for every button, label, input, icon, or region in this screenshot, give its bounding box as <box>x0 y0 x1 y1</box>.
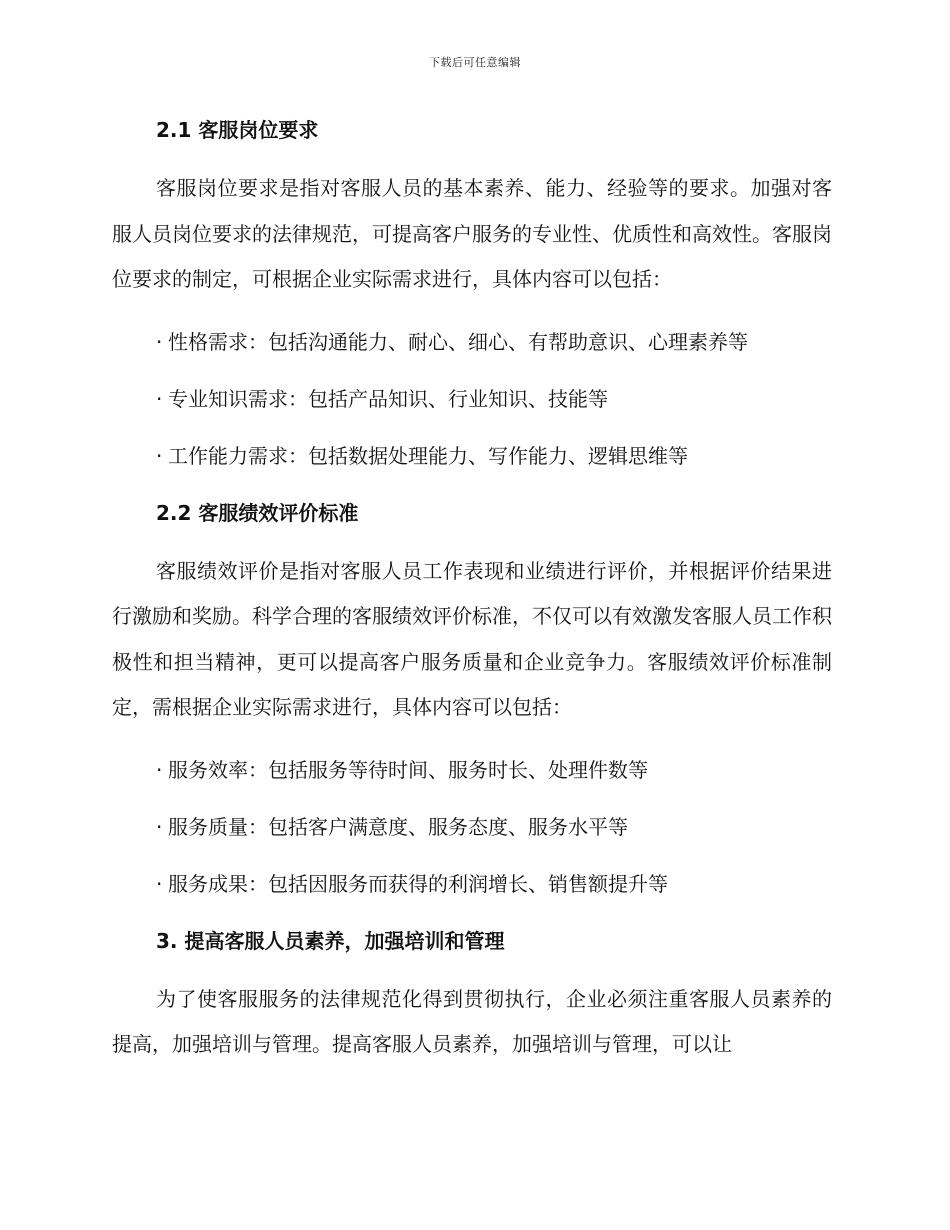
document-body <box>112 110 832 1068</box>
bullet-dot: · <box>156 329 163 354</box>
bullet-text: 性格需求：包括沟通能力、耐心、细心、有帮助意识、心理素养等 <box>168 329 748 354</box>
bullet-item <box>112 807 832 847</box>
section-heading-3: 3. 提高客服人员素养，加强培训和管理 <box>156 928 505 953</box>
bullet-text: 服务质量：包括客户满意度、服务态度、服务水平等 <box>168 814 628 839</box>
bullet-text: 服务效率：包括服务等待时间、服务时长、处理件数等 <box>168 757 648 782</box>
section-heading-2-1: 2.1 客服岗位要求 <box>156 118 319 142</box>
bullet-item <box>112 322 832 362</box>
bullet-item <box>112 864 832 904</box>
bullet-dot: · <box>156 757 163 782</box>
bullet-text: 专业知识需求：包括产品知识、行业知识、技能等 <box>168 386 608 411</box>
bullet-item <box>112 436 832 476</box>
bullet-item <box>112 379 832 419</box>
bullet-dot: · <box>156 386 163 411</box>
bullet-text: 服务成果：包括因服务而获得的利润增长、销售额提升等 <box>168 871 668 896</box>
section-paragraph-2-1: 客服岗位要求是指对客服人员的基本素养、能力、经验等的要求。加强对客服人员岗位要求的法律规范，可提高客户服务的专业性、优质性和高效性。客服岗位要求的制定，可根据企业实际需求进行，具体内容可以包括： <box>112 176 832 291</box>
bullet-item <box>112 750 832 790</box>
section-heading-2-2: 2.2 客服绩效评价标准 <box>156 500 359 525</box>
section-paragraph-2-2: 客服绩效评价是指对客服人员工作表现和业绩进行评价，并根据评价结果进行激励和奖励。科学合理的客服绩效评价标准，不仅可以有效激发客服人员工作积极性和担当精神，更可以提高客户服务质量和企业竞争力。客服绩效评价标准制定，需根据企业实际需求进行，具体内容可以包括： <box>112 558 832 719</box>
bullet-dot: · <box>156 443 163 468</box>
bullet-dot: · <box>156 871 163 896</box>
page-header: 下载后可任意编辑 <box>429 56 521 69</box>
bullet-text: 工作能力需求：包括数据处理能力、写作能力、逻辑思维等 <box>168 443 688 468</box>
section-paragraph-3: 为了使客服服务的法律规范化得到贯彻执行，企业必须注重客服人员素养的提高，加强培训与管理。提高客服人员素养，加强培训与管理，可以让 <box>112 986 832 1056</box>
bullet-dot: · <box>156 814 163 839</box>
